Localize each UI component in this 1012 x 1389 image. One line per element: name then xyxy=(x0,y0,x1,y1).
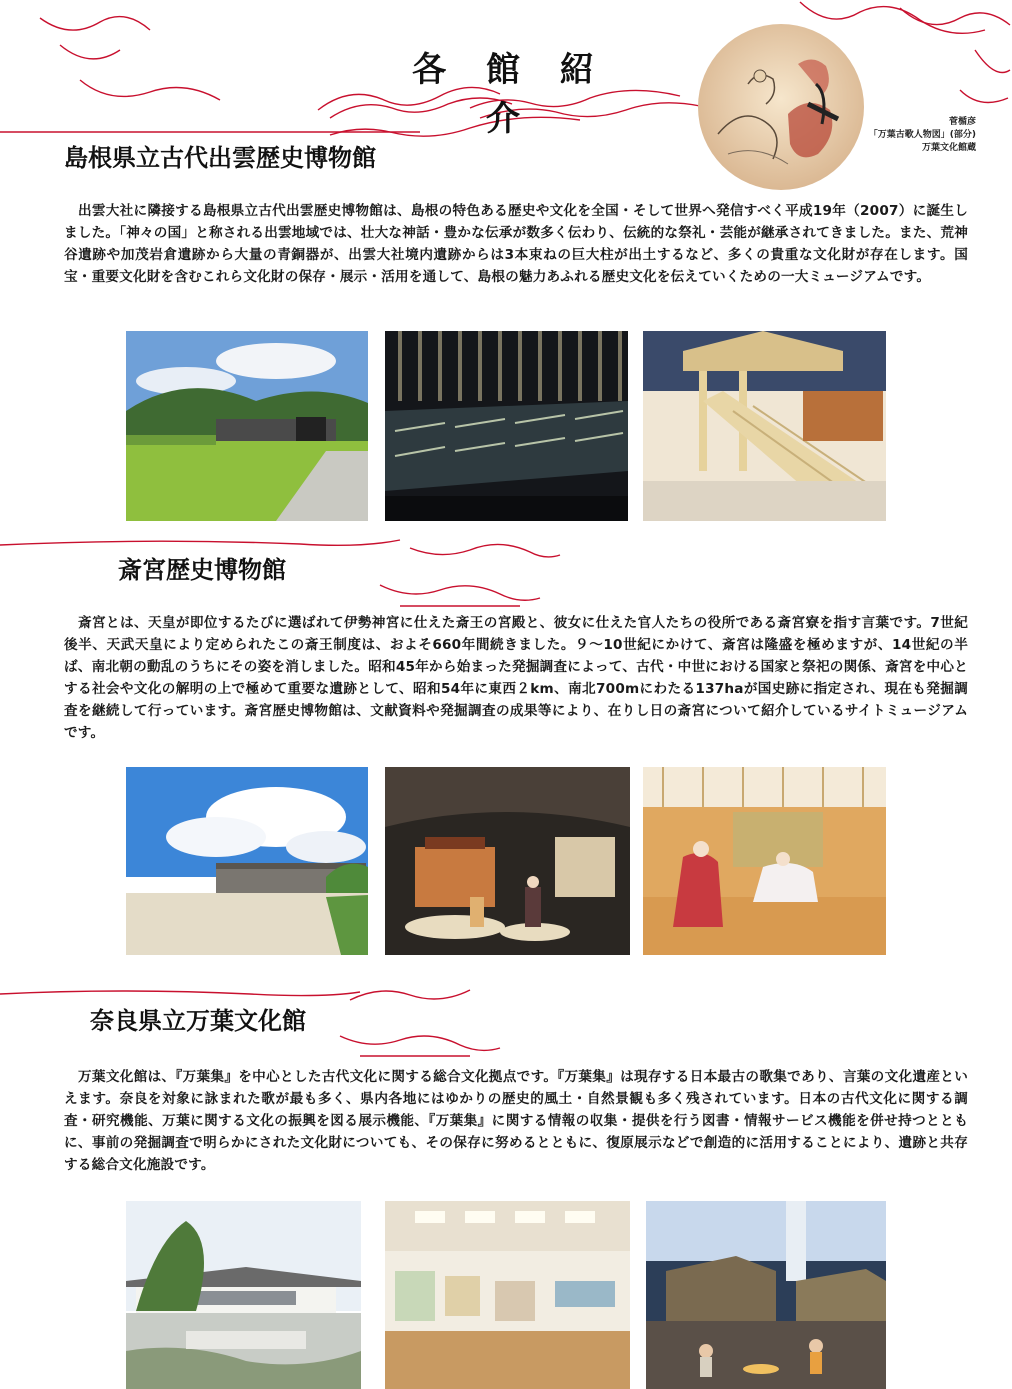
exhibition-hall-photo xyxy=(385,767,630,955)
section-title-saiku: 斎宮歴史博物館 xyxy=(118,556,286,584)
caption-author: 菅楯彦 xyxy=(948,117,976,127)
section-title-manyo: 奈良県立万葉文化館 xyxy=(90,1007,306,1035)
caption-owner: 万葉文化館蔵 xyxy=(921,143,976,153)
caption-work: 「万葉古歌人物図」(部分) xyxy=(868,130,976,140)
museum-exterior-photo xyxy=(126,1201,361,1389)
section-title-izumo: 島根県立古代出雲歴史博物館 xyxy=(64,144,376,172)
page-title: 各 館 紹 介 xyxy=(412,50,608,139)
bronze-swords-display-photo xyxy=(385,331,628,521)
section-paragraph-saiku: 斎宮とは、天皇が即位するたびに選ばれて伊勢神宮に仕えた斎王の宮殿と、彼女に仕えた官人たちの役所である斎宮寮を指す言葉です。7世紀後半、天武天皇により定められたこの斎王制度は、およそ660年間続きました。９～10世紀にかけて、斎宮は隆盛を極めますが、14世紀の半ば、南北朝の動乱のうちにその姿を消しました。昭和45年から始まった発掘調査によって、古代・中世における国家と祭祀の関係、斎宮を中心とする社会や文化の解明の上で極めて重要な遺跡として、昭和54年に東西２km、南北700mにわたる137haが国史跡に指定され、現在も発掘調査を継続して行っています。斎宮歴史博物館は、文献資料や発掘調査の成果等により、在りし日の斎宮について紹介しているサイトミュージアムです。 xyxy=(64,615,968,741)
saio-costume-photo xyxy=(643,767,886,955)
painting-caption xyxy=(856,116,976,155)
museum-exterior-photo xyxy=(126,331,368,521)
shrine-model-photo xyxy=(643,331,886,521)
section-paragraph-manyo: 万葉文化館は、『万葉集』を中心とした古代文化に関する総合文化拠点です。『万葉集』は現存する日本最古の歌集であり、言葉の文化遺産といえます。奈良を対象に詠まれた歌が最も多く、県内各地にはゆかりの歴史的風土・自然景観も多く残されています。日本の古代文化に関する調査・研究機能、万葉に関する文化の振興を図る展示機能、『万葉集』に関する情報の収集・提供を行う図書・情報サービス機能を併せ持つとともに、事前の発掘調査で明らかにされた文化財についても、その保存に努めるとともに、復原展示などで創造的に活用することにより、遺跡と共存する総合文化施設です。 xyxy=(64,1069,968,1173)
manyo-painting-image xyxy=(698,24,864,190)
village-diorama-photo xyxy=(646,1201,886,1389)
museum-exterior-photo xyxy=(126,767,368,955)
section-paragraph-izumo: 出雲大社に隣接する島根県立古代出雲歴史博物館は、島根の特色ある歴史や文化を全国・そして世界へ発信すべく平成19年（2007）に誕生しました。「神々の国」と称される出雲地域では、壮大な神話・豊かな伝承が数多く伝わり、伝統的な祭礼・芸能が継承されてきました。また、荒神谷遺跡や加茂岩倉遺跡から大量の青銅器が、出雲大社境内遺跡からは3本束ねの巨大柱が出土するなど、多くの貴重な文化財が存在します。国宝・重要文化財を含むこれら文化財の保存・展示・活用を通して、島根の魅力あふれる歴史文化を伝えていくための一大ミュージアムです。 xyxy=(64,203,968,285)
painting-gallery-photo xyxy=(385,1201,630,1389)
